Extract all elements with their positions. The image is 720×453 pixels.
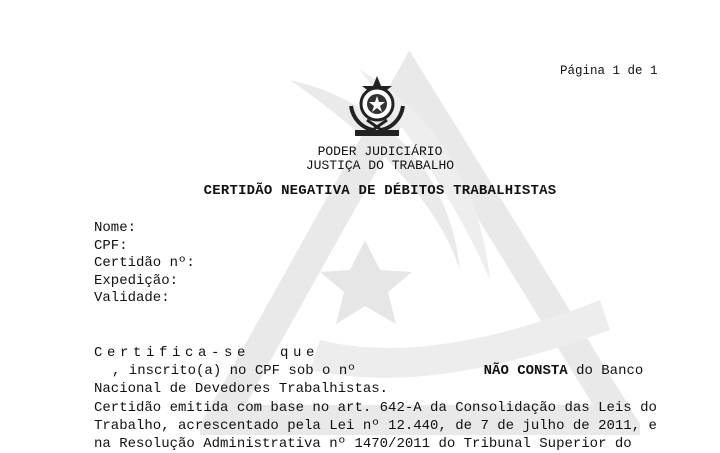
certificate-fields [94,220,195,308]
field-expedicao-label: Expedição: [94,272,179,289]
header-justica-do-trabalho: JUSTIÇA DO TRABALHO [305,158,455,173]
body-line-6: na Resolução Administrativa nº 1470/2011 do Tribunal Superior do [94,436,632,453]
body-line-3: Nacional de Devedores Trabalhistas. [94,381,389,398]
body-inscrito: , inscrito(a) no CPF sob o nº [112,363,356,380]
body-certifica: Certifica-se [94,345,251,361]
body-line-4: Certidão emitida com base no art. 642-A da Consolidação das Leis do [94,399,657,416]
field-cpf-label: CPF: [94,237,128,254]
field-nome-label: Nome: [94,220,137,236]
body-nao-consta: NÃO CONSTA [483,363,568,380]
document-title: CERTIDÃO NEGATIVA DE DÉBITOS TRABALHISTAS [203,183,557,199]
header-poder-judiciario: PODER JUDICIÁRIO [317,144,443,159]
brazil-coat-of-arms-icon [345,74,409,140]
page-number: Página 1 de 1 [560,64,658,78]
body-line-5: Trabalho, acrescentado pela Lei nº 12.440, de 7 de julho de 2011, e [94,417,657,434]
field-validade-label: Validade: [94,290,170,306]
certificate-body [94,344,694,453]
field-certidao-label: Certidão nº: [94,255,195,271]
body-que: que [280,345,320,361]
body-do-banco: do Banco [576,363,644,380]
